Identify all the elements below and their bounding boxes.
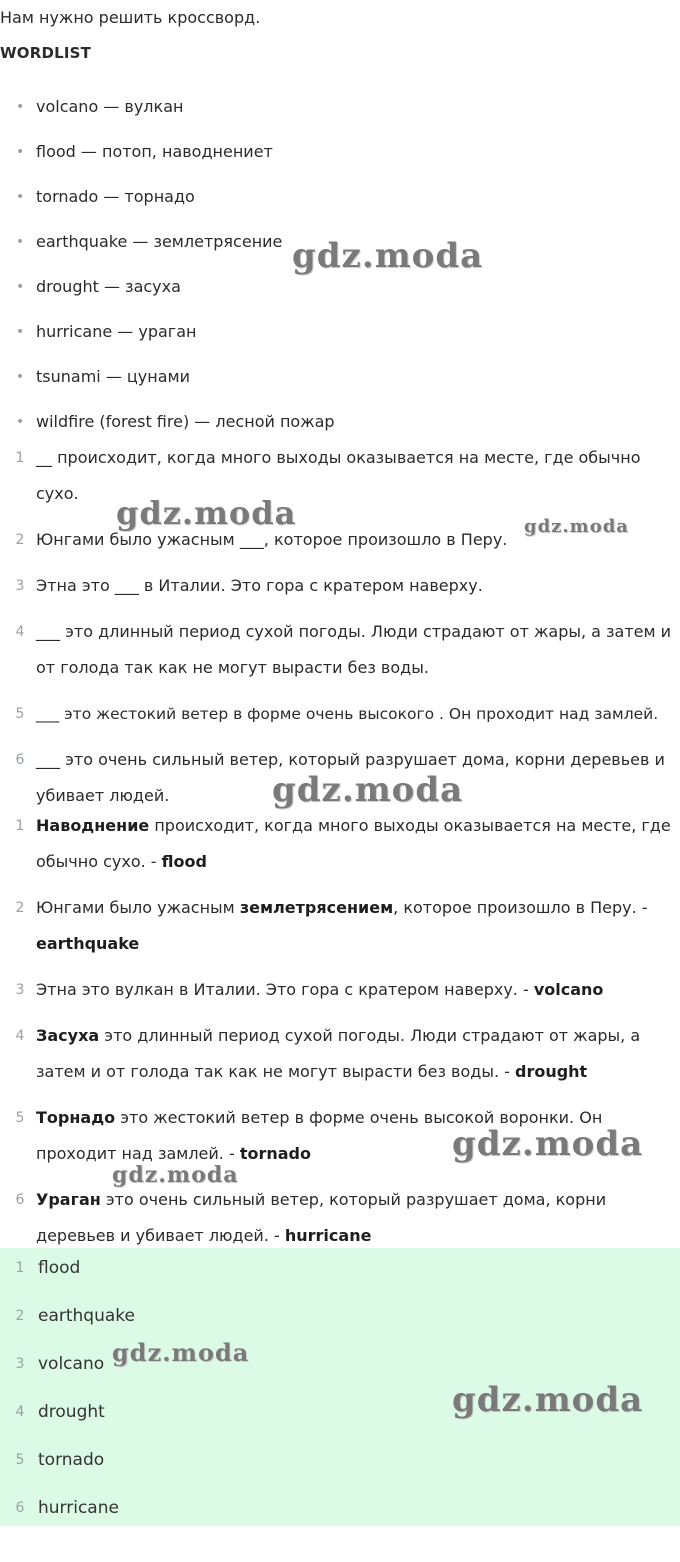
- final-answer-row: 2 earthquake: [15, 1306, 135, 1326]
- final-answer-row: 4 drought: [15, 1402, 105, 1422]
- question-item: 1 __ происходит, когда много выходы оказывается на месте, где обычно сухо.: [15, 448, 641, 503]
- list-item: • volcano — вулкан: [16, 97, 184, 116]
- answer-item: 6 Ураган это очень сильный ветер, который разрушает дома, корни деревьев и убивает людей. - hurricane: [15, 1190, 607, 1245]
- list-item: • hurricane — ураган: [16, 322, 197, 341]
- watermark: gdz.moda: [112, 1162, 239, 1188]
- question-item: 5 ___ это жестокий ветер в форме очень высокого . Он проходит над замлей.: [15, 705, 659, 723]
- answers-list: [0, 808, 680, 1254]
- watermark: gdz.moda: [116, 494, 297, 532]
- bullet-icon: •: [16, 189, 25, 205]
- list-item: • drought — засуха: [16, 277, 181, 296]
- bullet-icon: •: [16, 324, 25, 340]
- bullet-icon: •: [16, 234, 25, 250]
- list-item: • earthquake — землетрясение: [16, 232, 283, 251]
- list-item: • flood — потоп, наводнениет: [16, 142, 273, 161]
- questions-list: [0, 440, 680, 814]
- list-item: • tsunami — цунами: [16, 367, 190, 386]
- answer-item: 5 Торнадо это жестокий ветер в форме очень высокой воронки. Он проходит над замлей. - tornado: [15, 1108, 603, 1163]
- bullet-icon: •: [16, 279, 25, 295]
- intro-text: Нам нужно решить кроссворд.: [0, 8, 261, 27]
- final-answer-row: 6 hurricane: [15, 1498, 119, 1518]
- wordlist: [0, 96, 680, 456]
- answer-item: 4 Засуха это длинный период сухой погоды. Люди страдают от жары, а затем и от голода так как не могут вырасти без воды. - drought: [15, 1026, 641, 1081]
- question-item: 3 Этна это ___ в Италии. Это гора с кратером наверху.: [15, 576, 483, 595]
- answer-item: 3 Этна это вулкан в Италии. Это гора с кратером наверху. - volcano: [15, 980, 604, 999]
- bullet-icon: •: [16, 99, 25, 115]
- list-item: • tornado — торнадо: [16, 187, 195, 206]
- final-answer-row: 5 tornado: [15, 1450, 105, 1470]
- list-item: • wildfire (forest fire) — лесной пожар: [16, 412, 335, 431]
- watermark: gdz.moda: [524, 516, 629, 537]
- watermark: gdz.moda: [292, 236, 484, 276]
- answer-item: 2 Юнгами было ужасным землетрясением, которое произошло в Перу. - earthquake: [15, 898, 648, 953]
- wordlist-heading: WORDLIST: [0, 44, 92, 62]
- question-item: 2 Юнгами было ужасным ___, которое произошло в Перу.: [15, 530, 508, 549]
- question-item: 6 ___ это очень сильный ветер, который разрушает дома, корни деревьев и убивает людей.: [15, 750, 665, 805]
- watermark: gdz.moda: [452, 1380, 644, 1420]
- watermark: gdz.moda: [272, 770, 464, 810]
- answer-item: 1 Наводнение происходит, когда много выходы оказывается на месте, где обычно сухо. - flood: [15, 816, 671, 871]
- bullet-icon: •: [16, 144, 25, 160]
- watermark: gdz.moda: [112, 1338, 250, 1367]
- question-item: 4 ___ это длинный период сухой погоды. Люди страдают от жары, а затем и от голода так как не могут вырасти без воды.: [15, 622, 672, 677]
- watermark: gdz.moda: [452, 1124, 644, 1164]
- bullet-icon: •: [16, 414, 25, 430]
- final-answer-row: 3 volcano: [15, 1354, 105, 1374]
- final-answer-row: 1 flood: [15, 1258, 81, 1278]
- bullet-icon: •: [16, 369, 25, 385]
